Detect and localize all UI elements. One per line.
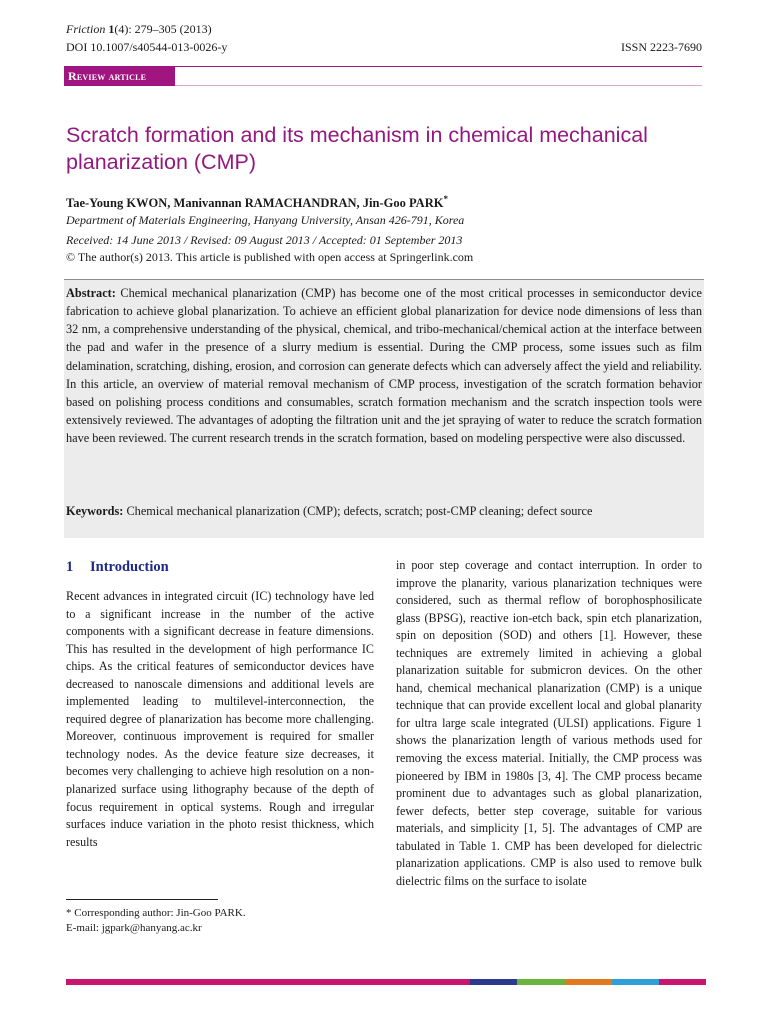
footnote-rule <box>66 899 218 900</box>
license-statement: © The author(s) 2013. This article is published with open access at Springerlink.com <box>66 250 474 264</box>
footer-bar-segment <box>201 979 268 985</box>
keywords-label: Keywords: <box>66 504 124 518</box>
footer-bar-segment <box>268 979 335 985</box>
footer-bar-segment <box>470 979 517 985</box>
keywords-body: Chemical mechanical planarization (CMP); defects, scratch; post-CMP cleaning; defect source <box>126 504 593 518</box>
keywords <box>66 502 702 520</box>
footer-color-bar <box>66 979 706 985</box>
footnote-email[interactable]: E-mail: jgpark@hanyang.ac.kr <box>66 922 202 934</box>
body-right-column: in poor step coverage and contact interruption. In order to improve the planarity, various planarization techniques were considered, such as thermal reflow of borophosphosilicate glass (BPSG), reactive ion-etch back, spin etch planarization, spin on deposition (SOD) and others [1]. However, these techniques are extremely limited in achieving a global planarization suitable for submicron devices. On the other hand, chemical mechanical planarization (CMP) is a unique technique that can provide excellent local and global planarity for ultra large scale integrated (ULSI) applications. Figure 1 shows the planarization length of various methods used for removing the excess material. Initially, the CMP process was pioneered by IBM in 1980s [3, 4]. The CMP process became prominent due to advantages such as global planarization, fewer defects, better step coverage, suitable for various materials, and simplicity [1, 5]. The advantages of CMP are tabulated in Table 1. CMP has been developed for dielectric planarization applications. CMP is also used to remove bulk dielectric films on the surface to isolate <box>396 558 702 888</box>
footer-bar-segment <box>659 979 706 985</box>
footer-bar-segment <box>66 979 133 985</box>
footer-bar-segment <box>336 979 403 985</box>
doi[interactable]: DOI 10.1007/s40544-013-0026-y <box>66 40 228 54</box>
footer-bar-segment <box>133 979 200 985</box>
journal-issue-pages: (4): 279–305 (2013) <box>114 22 212 36</box>
author-list: Tae-Young KWON, Manivannan RAMACHANDRAN, Jin-Goo PARK <box>66 196 444 211</box>
footer-bar-segment <box>517 979 564 985</box>
authors <box>66 194 448 211</box>
corresponding-author-mark: * <box>443 194 448 204</box>
footer-bar-segment <box>612 979 659 985</box>
footer-bar-segment <box>403 979 470 985</box>
journal-volume: 1 <box>108 22 115 36</box>
section-heading <box>66 559 169 576</box>
article-type-badge: Review article <box>64 66 175 86</box>
section-number: 1 <box>66 559 74 575</box>
footnote-corresponding-author: * Corresponding author: Jin-Goo PARK. <box>66 907 246 919</box>
abstract-body: Chemical mechanical planarization (CMP) has become one of the most critical processes in semiconductor device fabrication to achieve global planarization. To achieve an efficient global planarization for device node dimensions of less than 32 nm, a comprehensive understanding of the physical, chemical, and tribo-mechanical/chemical action at the interface between the pad and wafer in the presence of a slurry medium is essential. During the CMP process, some issues such as film delamination, scratching, dishing, erosion, and corrosion can generate defects which can adversely affect the yield and reliability. In this article, an overview of material removal mechanism of CMP process, investigation of the scratch formation behavior based on polishing process conditions and consumables, scratch formation mechanism and the scratch inspection tools were extensively reviewed. The advantages of adopting the filtration unit and the jet spraying of water to reduce the scratch formation have been reviewed. The current research trends in the scratch formation, based on modeling perspective were also discussed. <box>66 286 702 446</box>
journal-citation <box>66 22 212 36</box>
affiliation: Department of Materials Engineering, Hanyang University, Ansan 426-791, Korea <box>66 213 465 227</box>
journal-name: Friction <box>66 22 106 36</box>
body-left-column: Recent advances in integrated circuit (IC) technology have led to a significant increase in the number of the active components with a significant decrease in feature dimensions. This has resulted in the development of high performance IC chips. As the critical features of semiconductor devices have decreased to nanoscale dimensions and additional levels are implemented leading to multilevel-interconnection, the required degree of planarization has become more challenging. Moreover, continuous improvement is required for smaller technology nodes. As the device feature size decreases, it becomes very challenging to achieve high resolution on a non-planarized surface using lithography because of the depth of focus requirement in optical systems. Rough and irregular surfaces induce variation in the photo resist thickness, which results <box>66 589 374 849</box>
abstract-label: Abstract: <box>66 286 116 300</box>
footer-bar-segment <box>565 979 612 985</box>
section-title: Introduction <box>90 559 169 575</box>
abstract <box>66 284 702 447</box>
article-title: Scratch formation and its mechanism in chemical mechanical planarization (CMP) <box>66 123 648 174</box>
publication-dates: Received: 14 June 2013 / Revised: 09 August 2013 / Accepted: 01 September 2013 <box>66 233 463 247</box>
issn: ISSN 2223-7690 <box>620 40 702 54</box>
